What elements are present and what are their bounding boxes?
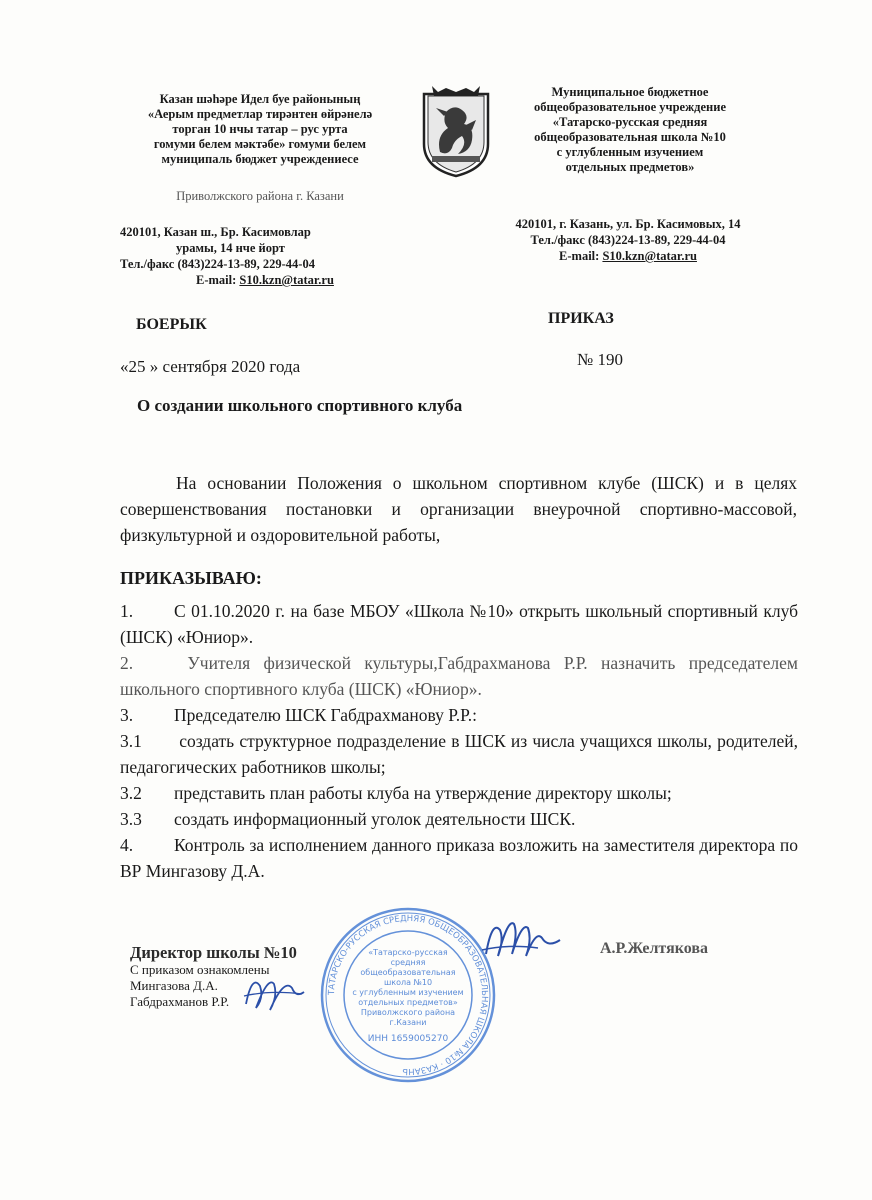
header-left-line: торган 10 нчы татар – рус урта [172,122,348,136]
item-text: Контроль за исполнением данного приказа возложить на заместителя директора по ВР Мингазову Д.А. [120,835,798,881]
stamp-center-line: с углубленным изучением [352,988,464,997]
header-left-line: муниципаль бюджет учреждениесе [161,152,359,166]
contact-right [478,216,778,264]
director-title: Директор школы №10 [130,943,297,962]
header-left-line: гомуми белем мәктәбе» гомуми белем [153,137,367,151]
header-right-line: с углубленным изучением [556,145,704,159]
preamble-text: На основании Положения о школьном спортивном клубе (ШСК) и в целях совершенствования постановки и организации внеурочной спортивно-массовой, физкультурной и оздоровительной работы, [120,473,797,545]
director-signature-icon [478,910,568,970]
header-right-line: Муниципальное бюджетное [551,85,709,99]
stamp-center-line: г.Казани [389,1018,427,1027]
order-item [120,598,798,650]
item-number: 3.2 [120,783,142,803]
email-link[interactable]: S10.kzn@tatar.ru [602,249,697,263]
order-item [120,702,798,728]
item-text: С 01.10.2020 г. на базе МБОУ «Школа №10» открыть школьный спортивный клуб (ШСК) «Юниор». [120,601,798,647]
header-right-line: «Татарско-русская средняя [552,115,708,129]
item-text: представить план работы клуба на утверждение директору школы; [174,783,672,803]
ack-name: Мингазова Д.А. [130,978,218,993]
director-name: А.Р.Желтякова [600,940,708,957]
official-stamp-icon [318,905,498,1085]
email-line: E-mail: S10.kzn@tatar.ru [196,273,334,287]
item-text: Председателю ШСК Габдрахманову Р.Р.: [174,705,477,725]
stamp-center-line: «Татарско-русская [368,948,448,957]
stamp-center-line: школа №10 [383,978,433,987]
header-right-line: общеобразовательное учреждение [534,100,726,114]
contact-left [120,224,410,288]
doc-number: № 190 [577,350,623,369]
doc-subject: О создании школьного спортивного клуба [137,396,463,415]
address-line: 420101, г. Казань, ул. Бр. Касимовых, 14 [515,217,741,231]
doc-type-tatar: БОЕРЫК [136,316,207,333]
address-line: 420101, Казан ш., Бр. Касимовлар [120,225,311,239]
header-left [110,92,410,204]
stamp-center-line: средняя [390,958,426,967]
order-item [120,806,798,832]
stamp-center-line: отдельных предметов» [358,998,458,1007]
item-number: 3.3 [120,809,142,829]
item-text: создать информационный уголок деятельности ШСК. [174,809,576,829]
header-left-line: Казан шәһәре Идел буе районының [159,92,361,106]
ack-signature-icon [240,968,310,1018]
phone-line: Тел./факс (843)224-13-89, 229-44-04 [530,233,726,247]
ack-name: Габдрахманов Р.Р. [130,994,230,1009]
item-number: 3. [120,705,134,725]
preamble [120,470,797,548]
item-number: 3.1 [120,731,142,751]
item-number: 2. [120,653,134,673]
item-number: 1. [120,601,134,621]
order-items [120,598,798,884]
order-item [120,728,798,780]
doc-type-russian: ПРИКАЗ [548,310,614,327]
address-line: урамы, 14 нче йорт [176,241,285,255]
item-text: Учителя физической культуры,Габдрахманова Р.Р. назначить председателем школьного спортивного клуба (ШСК) «Юниор». [120,653,798,699]
header-left-line: «Аерым предметлар тирәнтен өйрәнелә [147,107,373,121]
order-heading: ПРИКАЗЫВАЮ: [120,568,262,588]
doc-date: «25 » сентября 2020 года [120,357,301,376]
order-item [120,650,798,702]
order-item [120,780,798,806]
ack-title: С приказом ознакомлены [130,962,270,977]
order-item [120,832,798,884]
item-text: создать структурное подразделение в ШСК из числа учащихся школы, родителей, педагогических работников школы; [120,731,798,777]
email-line: E-mail: S10.kzn@tatar.ru [559,249,697,263]
header-right [480,85,780,175]
stamp-center-line: общеобразовательная [360,968,456,977]
stamp-center-line: Приволжского района [360,1008,456,1017]
phone-line: Тел./факс (843)224-13-89, 229-44-04 [120,257,315,271]
stamp-inn: ИНН 1659005270 [367,1034,449,1044]
item-number: 4. [120,835,134,855]
header-right-line: общеобразовательная школа №10 [534,130,726,144]
stamp-ring-text: ТАТАРСКО-РУССКАЯ СРЕДНЯЯ ОБЩЕОБРАЗОВАТЕЛЬНАЯ ШКОЛА №10 · КАЗАНЬ [326,913,490,1077]
header-left-district: Приволжского района г. Казани [176,189,344,203]
header-right-line: отдельных предметов» [565,160,695,174]
email-link[interactable]: S10.kzn@tatar.ru [239,273,334,287]
